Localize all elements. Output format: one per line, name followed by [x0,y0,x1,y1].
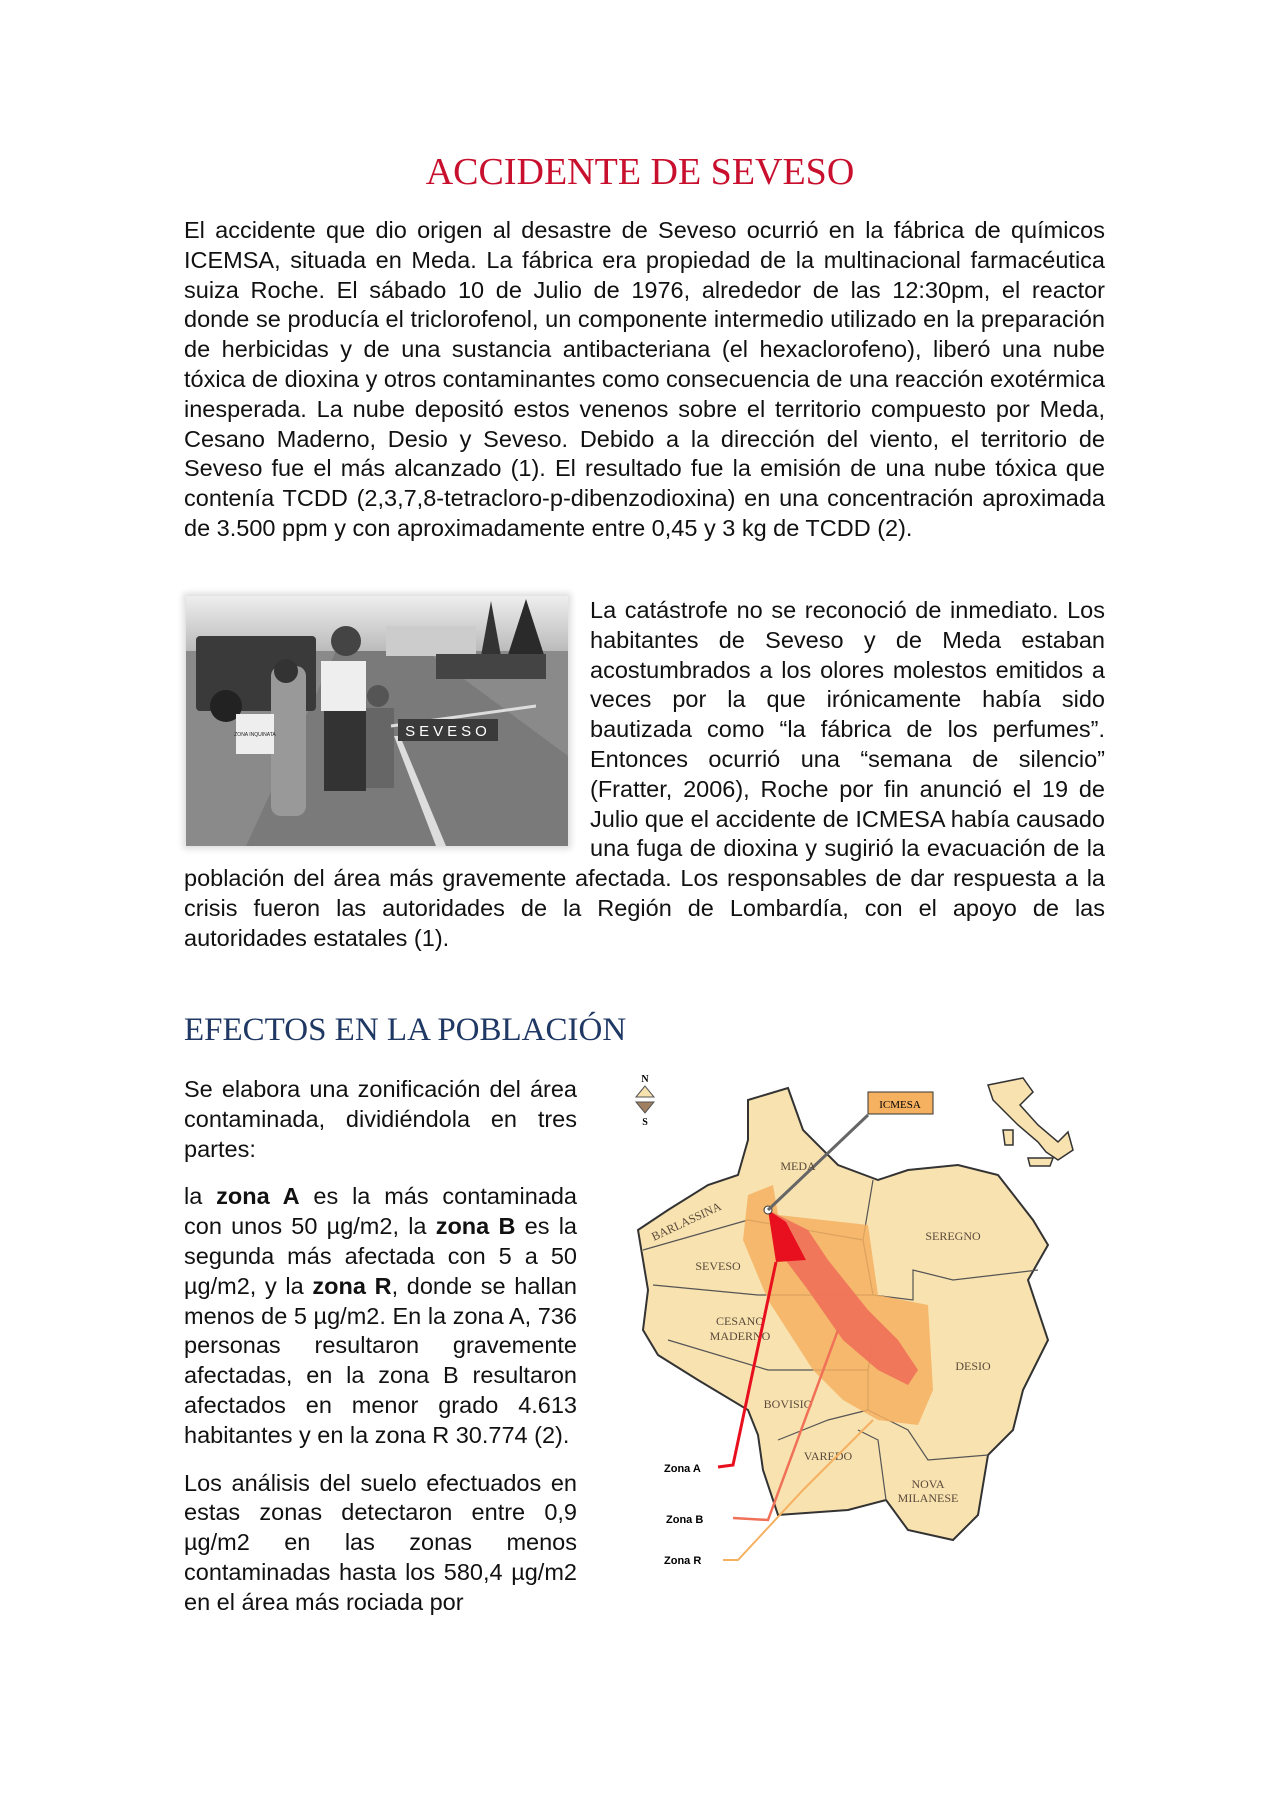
zone-legend [664,1463,703,1567]
zona-inquinata-sign: ZONA INQUINATA [234,732,276,738]
town-maderno: MADERNO [709,1329,771,1343]
contamination-zone-map [628,1070,1088,1650]
seveso-sign: SEVESO [405,723,491,740]
legend-zona-a: Zona A [664,1463,701,1475]
zones-paragraph [184,1182,577,1450]
catastrophe-block [184,596,1105,954]
page-title: ACCIDENTE DE SEVESO [425,151,855,193]
town-nova: NOVA [911,1477,945,1491]
italy-inset-icon [988,1078,1073,1166]
zona-b-bold: zona B [435,1213,516,1240]
compass-n: N [641,1074,649,1085]
town-seregno: SEREGNO [925,1229,981,1243]
zona-r-bold: zona R [312,1272,392,1299]
zonification-paragraph: Se elabora una zonificación del área contaminada, dividiéndola en tres partes: [184,1076,577,1162]
town-cesano: CESANO [715,1314,765,1328]
seveso-barrier-photo [186,596,568,846]
soil-analysis-paragraph: Los análisis del suelo efectuados en estas zonas detectaron entre 0,9 µg/m2 en las zonas menos contaminadas hasta los 580,4 µg/m2 en el área más rociada por [184,1469,577,1615]
zona-a-bold: zona A [216,1183,300,1210]
text: es la más contaminada con unos 50 µg/m2, la [184,1183,577,1240]
town-bovisio: BOVISIO [763,1397,813,1411]
compass-icon [636,1074,654,1128]
town-milanese: MILANESE [897,1491,959,1505]
section-heading-efectos: EFECTOS EN LA POBLACIÓN [184,1012,627,1048]
town-desio: DESIO [955,1359,991,1373]
town-seveso: SEVESO [695,1259,741,1273]
text: es la segunda más afectada con 5 a 50 µg/m2, y la [184,1213,577,1299]
intro-paragraph: El accidente que dio origen al desastre de Seveso ocurrió en la fábrica de químicos ICEMSA, situada en Meda. La fábrica era propiedad de la multinacional farmacéutica suiza Roche. El sábado 10 de Julio de 1976, alrededor de las 12:30pm, el reactor donde se producía el triclorofenol, un componente intermedio utilizado en la preparación de herbicidas y de una sustancia antibacteriana (el hexaclorofeno), liberó una nube tóxica de dioxina y otros contaminantes como consecuencia de una reacción exotérmica inesperada. La nube depositó estos venenos sobre el territorio compuesto por Meda, Cesano Maderno, Desio y Seveso. Debido a la dirección del viento, el territorio de Seveso fue el más alcanzado (1). El resultado fue la emisión de una nube tóxica que contenía TCDD (2,3,7,8-tetracloro-p-dibenzodioxina) en una concentración aproximada de 3.500 ppm y con aproximadamente entre 0,45 y 3 kg de TCDD (2). [184,217,1105,541]
compass-s: S [642,1117,648,1128]
legend-zona-r: Zona R [664,1555,702,1567]
text: , donde se hallan menos de 5 µg/m2. En la zona A, 736 personas resultaron gravemente afectadas, en la zona B resultaron afectados en menor grado 4.613 habitantes y en la zona R 30.774 (2). [184,1272,577,1448]
legend-zona-b: Zona B [666,1514,704,1526]
town-meda: MEDA [780,1159,816,1173]
efectos-text-column [184,1075,577,1636]
town-varedo: VAREDO [803,1449,853,1463]
catastrophe-paragraph: La catástrofe no se reconoció de inmediato. Los habitantes de Seveso y de Meda estaban acostumbrados a los olores molestos emitidos a veces por la que irónicamente había sido bautizada como “la fábrica de los perfumes”. Entonces ocurrió una “semana de silencio” (Fratter, 2006), Roche por fin anunció el 19 de Julio que el accidente de ICMESA había causado una fuga de dioxina y sugirió la evacuación de la población del área más gravemente afectada. Los responsables de dar respuesta a la crisis fueron las autoridades de la Región de Lombardía, con el apoyo de las autoridades estatales (1). [184,597,1105,951]
icmesa-label: ICMESA [879,1099,921,1111]
text: la [184,1183,217,1210]
town-barlassina: BARLASSINA [649,1199,724,1244]
